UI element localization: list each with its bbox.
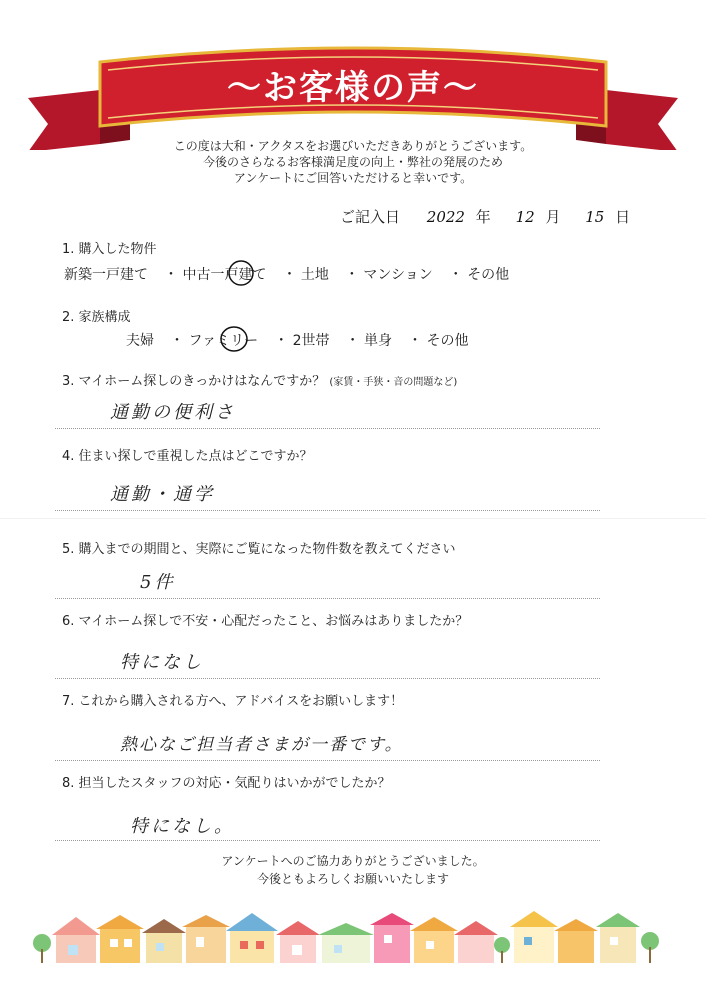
date-row (340, 206, 680, 234)
date-day-unit: 日 (615, 208, 631, 226)
date-year: 2022 (426, 208, 465, 226)
house-icon (276, 921, 320, 963)
option[interactable]: その他 (426, 333, 469, 349)
answer-line (55, 428, 600, 429)
house-icon (226, 913, 278, 963)
intro-line: この度は大和・アクタスをお選びいただきありがとうございます。 (173, 139, 533, 153)
question-3-note: (家賃・手狭・音の問題など) (329, 377, 458, 388)
option[interactable]: 新築一戸建て (64, 267, 148, 283)
answer-line (55, 760, 600, 761)
houses-illustration (30, 905, 670, 965)
answer-5: 5件 (140, 572, 176, 593)
intro-line: アンケートにご回答いただけると幸いです。 (233, 171, 473, 185)
question-1: 1. 購入した物件 (62, 242, 157, 257)
tree-icon (494, 937, 510, 963)
answer-line (55, 598, 600, 599)
question-2: 2. 家族構成 (62, 310, 131, 325)
question-4: 4. 住まい探しで重視した点はどこですか？ (62, 449, 313, 464)
answer-3: 通勤の便利さ (110, 402, 236, 423)
option[interactable]: その他 (467, 267, 510, 283)
house-icon (142, 919, 186, 963)
fold-line (0, 518, 706, 519)
closing-line: 今後ともよろしくお願いいたします (256, 872, 449, 886)
closing-text (0, 852, 706, 888)
answer-line (55, 510, 600, 511)
option[interactable]: 単身 (364, 333, 393, 349)
option[interactable]: 夫婦 (126, 333, 154, 349)
answer-6: 特になし (120, 652, 204, 673)
answer-4: 通勤・通学 (110, 484, 215, 505)
house-icon (454, 921, 498, 963)
intro-text (0, 138, 706, 186)
closing-line: アンケートへのご協力ありがとうございました。 (221, 854, 485, 868)
answer-7: 熱心なご担当者さまが一番です。 (120, 735, 404, 755)
date-month: 12 (515, 208, 535, 226)
date-label: ご記入日 (340, 208, 401, 226)
question-3 (62, 370, 457, 389)
q2-options: 夫婦 ・ ファミリー ・ 2世帯 ・ 単身 ・ その他 (126, 333, 469, 349)
date-year-unit: 年 (475, 208, 491, 226)
house-icon (52, 917, 100, 963)
selection-circle-icon (226, 258, 256, 288)
option-selected[interactable]: 中古一戸建て (182, 267, 267, 283)
house-icon (182, 915, 230, 963)
tree-icon (33, 934, 51, 963)
option[interactable]: 2世帯 (292, 333, 330, 349)
house-icon (318, 923, 374, 963)
house-icon (554, 919, 598, 963)
date-day: 15 (585, 208, 605, 226)
tree-icon (641, 932, 659, 963)
answer-line (55, 840, 600, 841)
question-7: 7. これから購入される方へ、アドバイスをお願いします！ (62, 694, 404, 709)
option-selected[interactable]: ファミリー (188, 333, 259, 349)
option[interactable]: マンション (363, 267, 433, 283)
house-icon (410, 917, 458, 963)
page-title: 〜お客様の声〜 (227, 68, 479, 108)
question-3-title: 3. マイホーム探しのきっかけはなんですか？ (62, 374, 326, 389)
q1-options: 新築一戸建て ・ 中古一戸建て ・ 土地 ・ マンション ・ その他 (64, 267, 510, 283)
house-icon (370, 913, 414, 963)
house-icon (510, 911, 558, 963)
house-icon (96, 915, 144, 963)
house-icon (596, 913, 640, 963)
question-5: 5. 購入までの期間と、実際にご覧になった物件数を教えてください (62, 542, 456, 557)
option[interactable]: 土地 (300, 267, 329, 283)
answer-8: 特になし。 (130, 816, 235, 837)
answer-line (55, 678, 600, 679)
question-8: 8. 担当したスタッフの対応・気配りはいかがでしたか？ (62, 776, 391, 791)
selection-circle-icon (218, 324, 250, 354)
date-month-unit: 月 (545, 208, 561, 226)
question-6: 6. マイホーム探しで不安・心配だったこと、お悩みはありましたか？ (62, 614, 469, 629)
intro-line: 今後のさらなるお客様満足度の向上・弊社の発展のため (202, 155, 503, 169)
